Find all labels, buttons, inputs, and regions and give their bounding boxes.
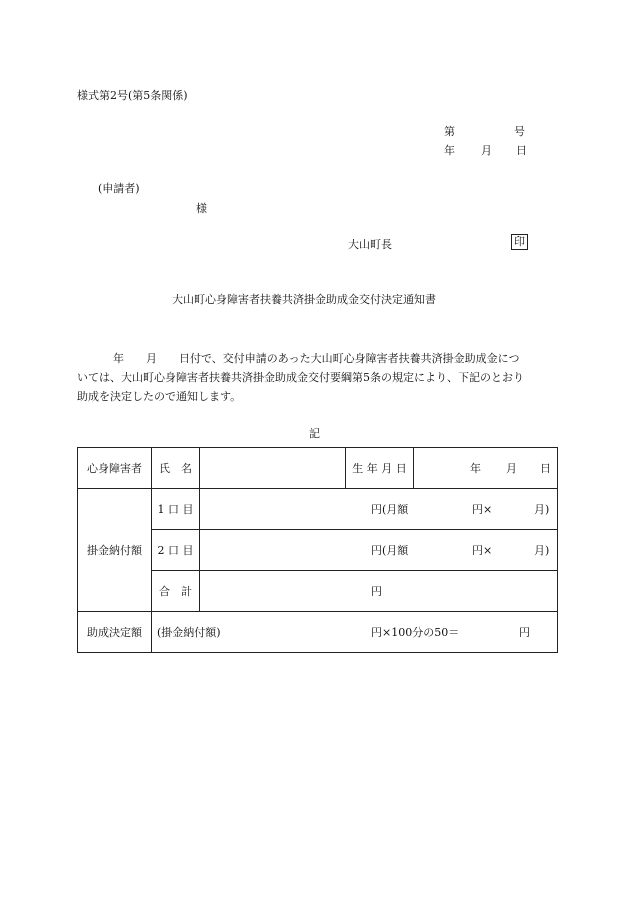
- date-month: 月: [481, 144, 492, 157]
- unit-1-month-close: 月): [534, 503, 550, 516]
- decision-yen: 円: [519, 626, 530, 639]
- doc-number-suffix: 号: [514, 125, 525, 138]
- birthdate-label: 生 年 月 日: [346, 448, 414, 489]
- name-label: 氏 名: [152, 448, 200, 489]
- beneficiary-header: 心身障害者: [78, 448, 152, 489]
- doc-number-prefix: 第: [444, 125, 455, 138]
- date-year: 年: [444, 144, 455, 157]
- unit-2-label: 2 口 目: [152, 530, 200, 571]
- body-line-3: 助成を決定したので通知します。: [77, 390, 242, 403]
- date-day: 日: [516, 144, 527, 157]
- decision-amount-cell[interactable]: [152, 612, 558, 653]
- body-line-2: いては、大山町心身障害者扶養共済掛金助成金交付要綱第5条の規定により、下記のとおり: [77, 371, 524, 384]
- birth-year: 年: [470, 462, 481, 475]
- birthdate-value-cell[interactable]: [414, 448, 558, 489]
- table-row-decision: [78, 612, 558, 653]
- applicant-label: (申請者): [98, 182, 140, 195]
- premium-group-label: 掛金納付額: [78, 489, 152, 612]
- form-number: 様式第2号(第5条関係): [77, 89, 188, 102]
- table-row-unit-1: [78, 489, 558, 530]
- ki-heading: 記: [309, 427, 320, 440]
- name-value-cell[interactable]: [200, 448, 346, 489]
- issuer-name: 大山町長: [348, 238, 392, 251]
- unit-2-amount-cell[interactable]: [200, 530, 558, 571]
- body-line-1: 年 月 日付で、交付申請のあった大山町心身障害者扶養共済掛金助成金につ: [113, 352, 520, 365]
- subsidy-table: [77, 447, 558, 653]
- unit-1-label: 1 口 目: [152, 489, 200, 530]
- unit-1-yen-monthly: 円(月額: [371, 503, 409, 516]
- unit-2-yen-monthly: 円(月額: [371, 544, 409, 557]
- table-row-beneficiary: [78, 448, 558, 489]
- seal-mark: 印: [511, 234, 528, 250]
- total-label: 合 計: [152, 571, 200, 612]
- unit-2-yen-times: 円×: [472, 544, 493, 557]
- decision-formula: 円×100分の50＝: [371, 626, 460, 639]
- birth-day: 日: [540, 462, 551, 475]
- decision-label: 助成決定額: [78, 612, 152, 653]
- decision-basis: (掛金納付額): [157, 626, 221, 639]
- total-amount-cell[interactable]: [200, 571, 558, 612]
- honorific: 様: [196, 202, 207, 215]
- unit-1-yen-times: 円×: [472, 503, 493, 516]
- unit-2-month-close: 月): [534, 544, 550, 557]
- document-title: 大山町心身障害者扶養共済掛金助成金交付決定通知書: [172, 293, 436, 306]
- birth-month: 月: [506, 462, 517, 475]
- unit-1-amount-cell[interactable]: [200, 489, 558, 530]
- total-yen: 円: [371, 585, 382, 598]
